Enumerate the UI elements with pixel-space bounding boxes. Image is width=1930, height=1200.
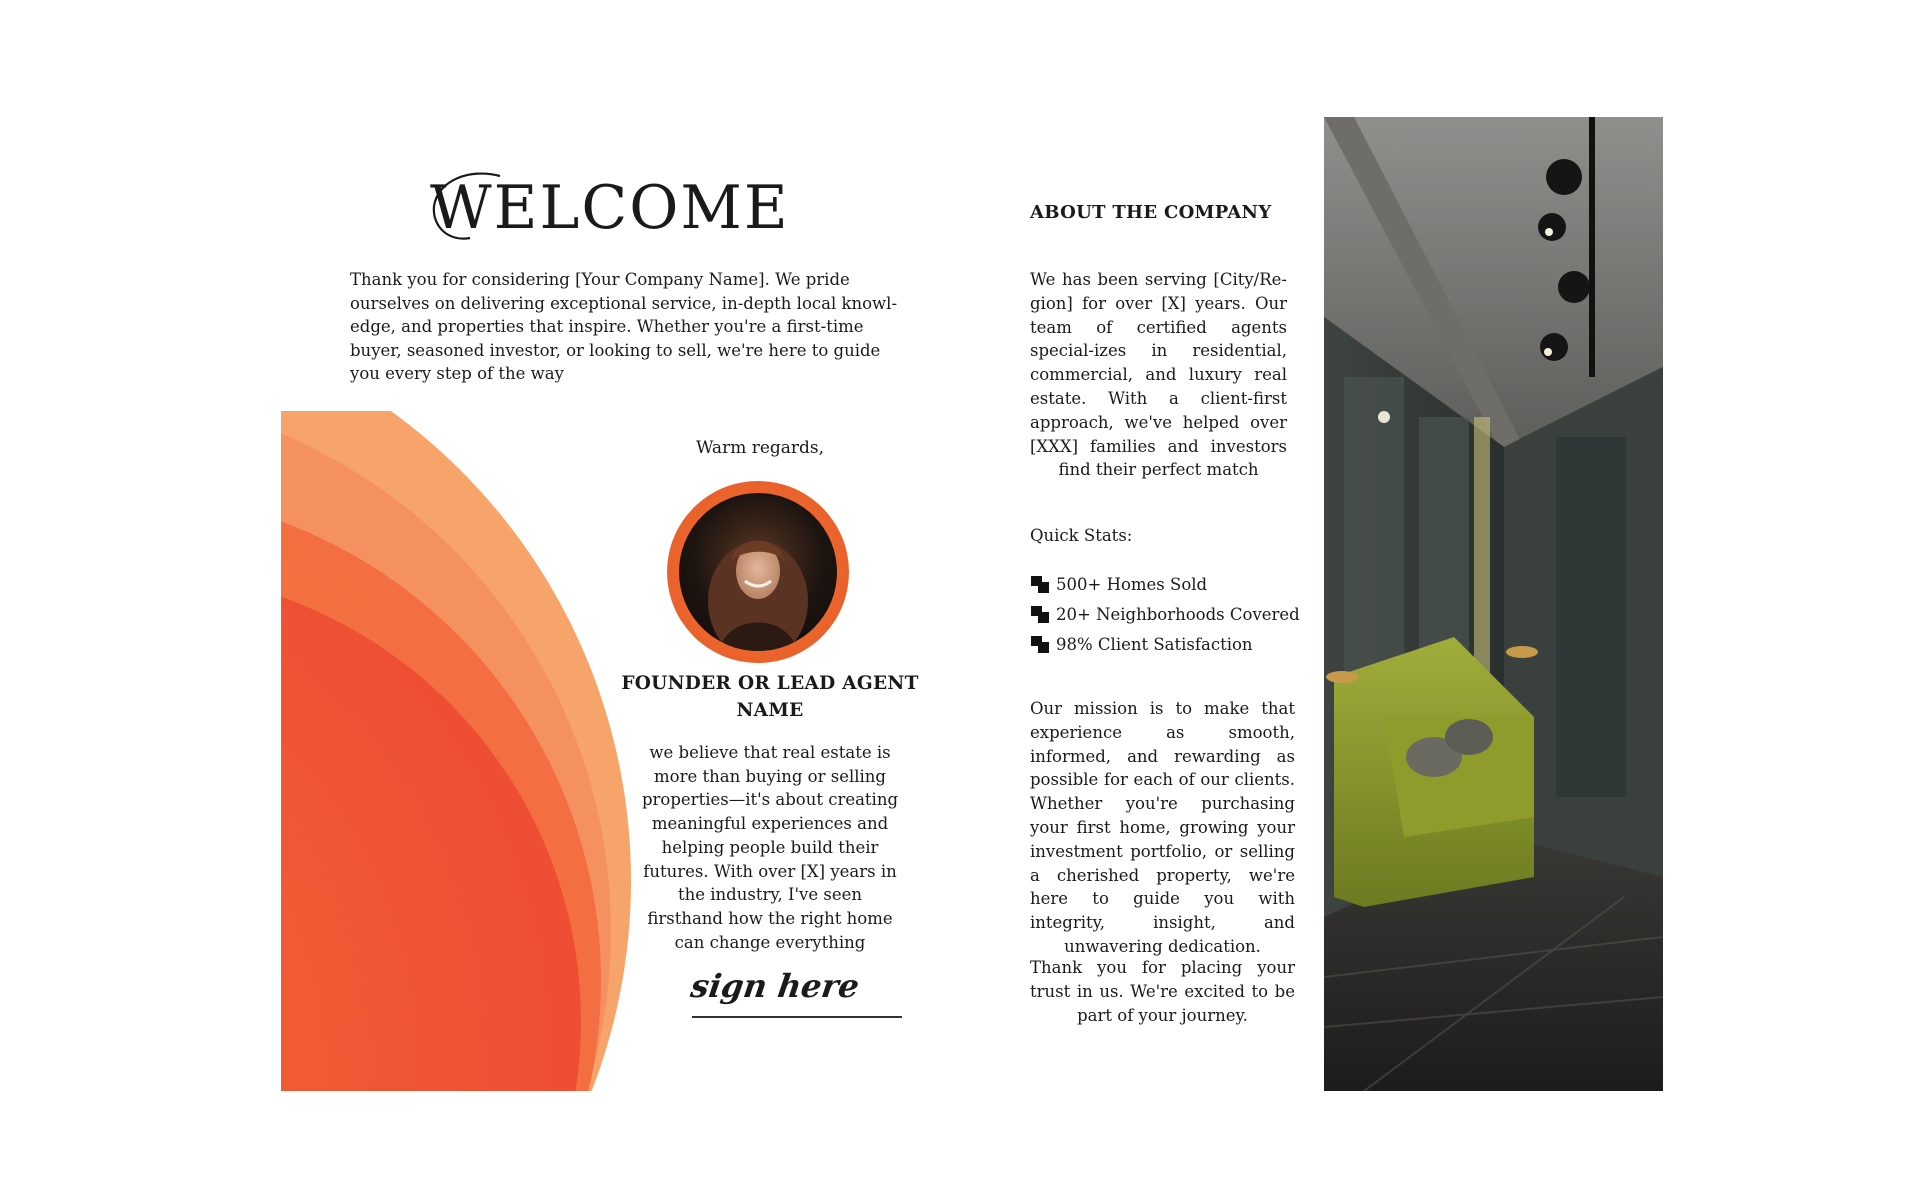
avatar	[679, 493, 837, 651]
decorative-orange-circles	[281, 411, 681, 1091]
about-company-title: ABOUT THE COMPANY	[1030, 202, 1272, 223]
stat-label: 500+ Homes Sold	[1056, 575, 1208, 594]
interior-lounge-photo	[1324, 117, 1663, 1091]
list-item	[1030, 630, 1310, 660]
portrait-photo-icon	[679, 493, 837, 651]
about-company-text: We has been serving [City/Re-gion] for over [X] years. Our team of certified agents special-izes in residential, commercial, and luxury real estate. With a client-first approach, we've helped over [XXX] families and investors find their perfect match	[1030, 270, 1287, 480]
list-item	[1030, 570, 1310, 600]
stacked-squares-icon	[1030, 635, 1052, 655]
quick-stats-list	[1030, 570, 1310, 660]
welcome-intro-text: Thank you for considering [Your Company Name]. We pride ourselves on delivering exceptional service, in-depth local knowl-edge, and properties that inspire. Whether you're a first-time buyer, seasoned investor, or looking to sell, we're here to guide you every step of the way	[350, 270, 898, 383]
stacked-squares-icon	[1030, 605, 1052, 625]
agent-name: FOUNDER OR LEAD AGENT NAME	[621, 673, 919, 721]
signature-line	[692, 1016, 902, 1018]
stat-label: 98% Client Satisfaction	[1056, 635, 1253, 654]
warm-regards-text: Warm regards,	[695, 438, 825, 458]
stat-label: 20+ Neighborhoods Covered	[1056, 605, 1300, 624]
thanks-text: Thank you for placing your trust in us. We're excited to be part of your journey.	[1030, 958, 1295, 1025]
signature-placeholder[interactable]: sign here	[688, 967, 862, 1005]
mission-text: Our mission is to make that experience as smooth, informed, and rewarding as possible for each of our clients. Whether you're purchasing your first home, growing your investment portfolio, or selling a cherished property, we're here to guide you with integrity, insight, and unwavering dedication.	[1030, 699, 1295, 956]
quick-stats-title: Quick Stats:	[1030, 526, 1133, 545]
list-item	[1030, 600, 1310, 630]
interior-lounge-photo-icon	[1324, 117, 1663, 1091]
welcome-heading: WELCOME	[430, 173, 790, 243]
stacked-squares-icon	[1030, 575, 1052, 595]
welcome-swash-icon	[430, 168, 520, 248]
agent-bio-text: we believe that real estate is more than buying or selling properties—it's about creating meaningful experiences and helping people build their futures. With over [X] years in the industry, I've seen firsthand how the right home can change everything	[641, 743, 899, 952]
